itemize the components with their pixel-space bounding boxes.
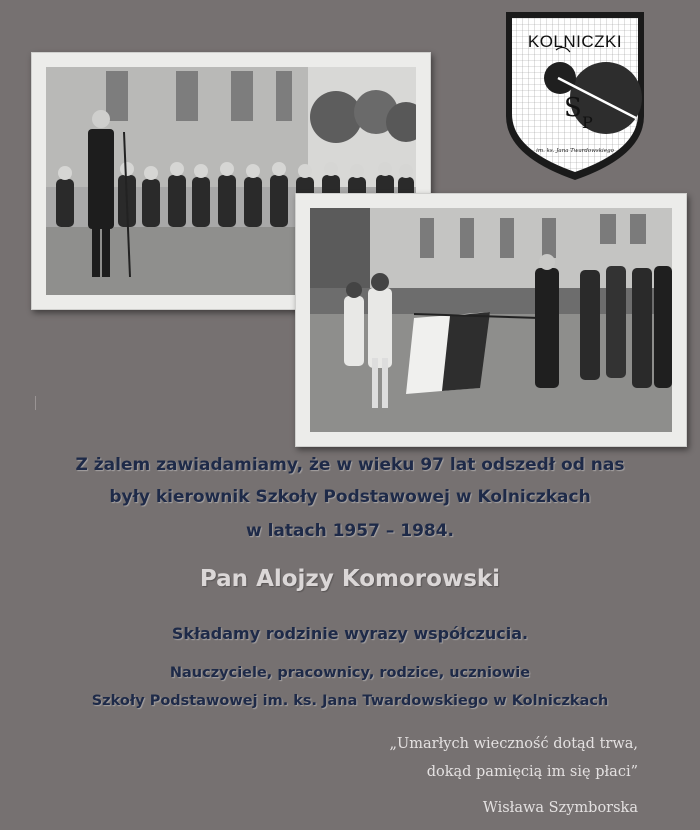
flag-ceremony-photo (310, 208, 672, 432)
signature-line-2: Szkoły Podstawowej im. ks. Jana Twardowskiego w Kolniczkach (91, 693, 609, 709)
quote-line-2: dokąd pamięcią im się płaci” (426, 764, 638, 780)
quote-line-1: „Umarłych wieczność dotąd trwa, (389, 736, 638, 752)
deceased-name: Pan Alojzy Komorowski (199, 566, 501, 592)
announcement-line-2: były kierownik Szkoły Podstawowej w Kolniczkach (109, 487, 591, 507)
announcement-line-3: w latach 1957 – 1984. (245, 521, 455, 541)
svg-text:S: S (564, 93, 582, 123)
logo-title: KOLNICZKI (527, 32, 623, 51)
quote-author: Wisława Szymborska (482, 800, 638, 816)
school-logo (498, 6, 652, 184)
condolences-text: Składamy rodzinie wyrazy współczucia. (171, 624, 529, 643)
announcement-line-1: Z żalem zawiadamiamy, że w wieku 97 lat odszedł od nas (75, 455, 625, 475)
photo-frame-flag (295, 193, 687, 447)
logo-subtitle: im. ks. Jana Twardowskiego (536, 148, 614, 154)
svg-text:P: P (582, 113, 593, 132)
signature-line-1: Nauczyciele, pracownicy, rodzice, uczniowie (169, 665, 531, 681)
divider-mark (35, 396, 36, 410)
